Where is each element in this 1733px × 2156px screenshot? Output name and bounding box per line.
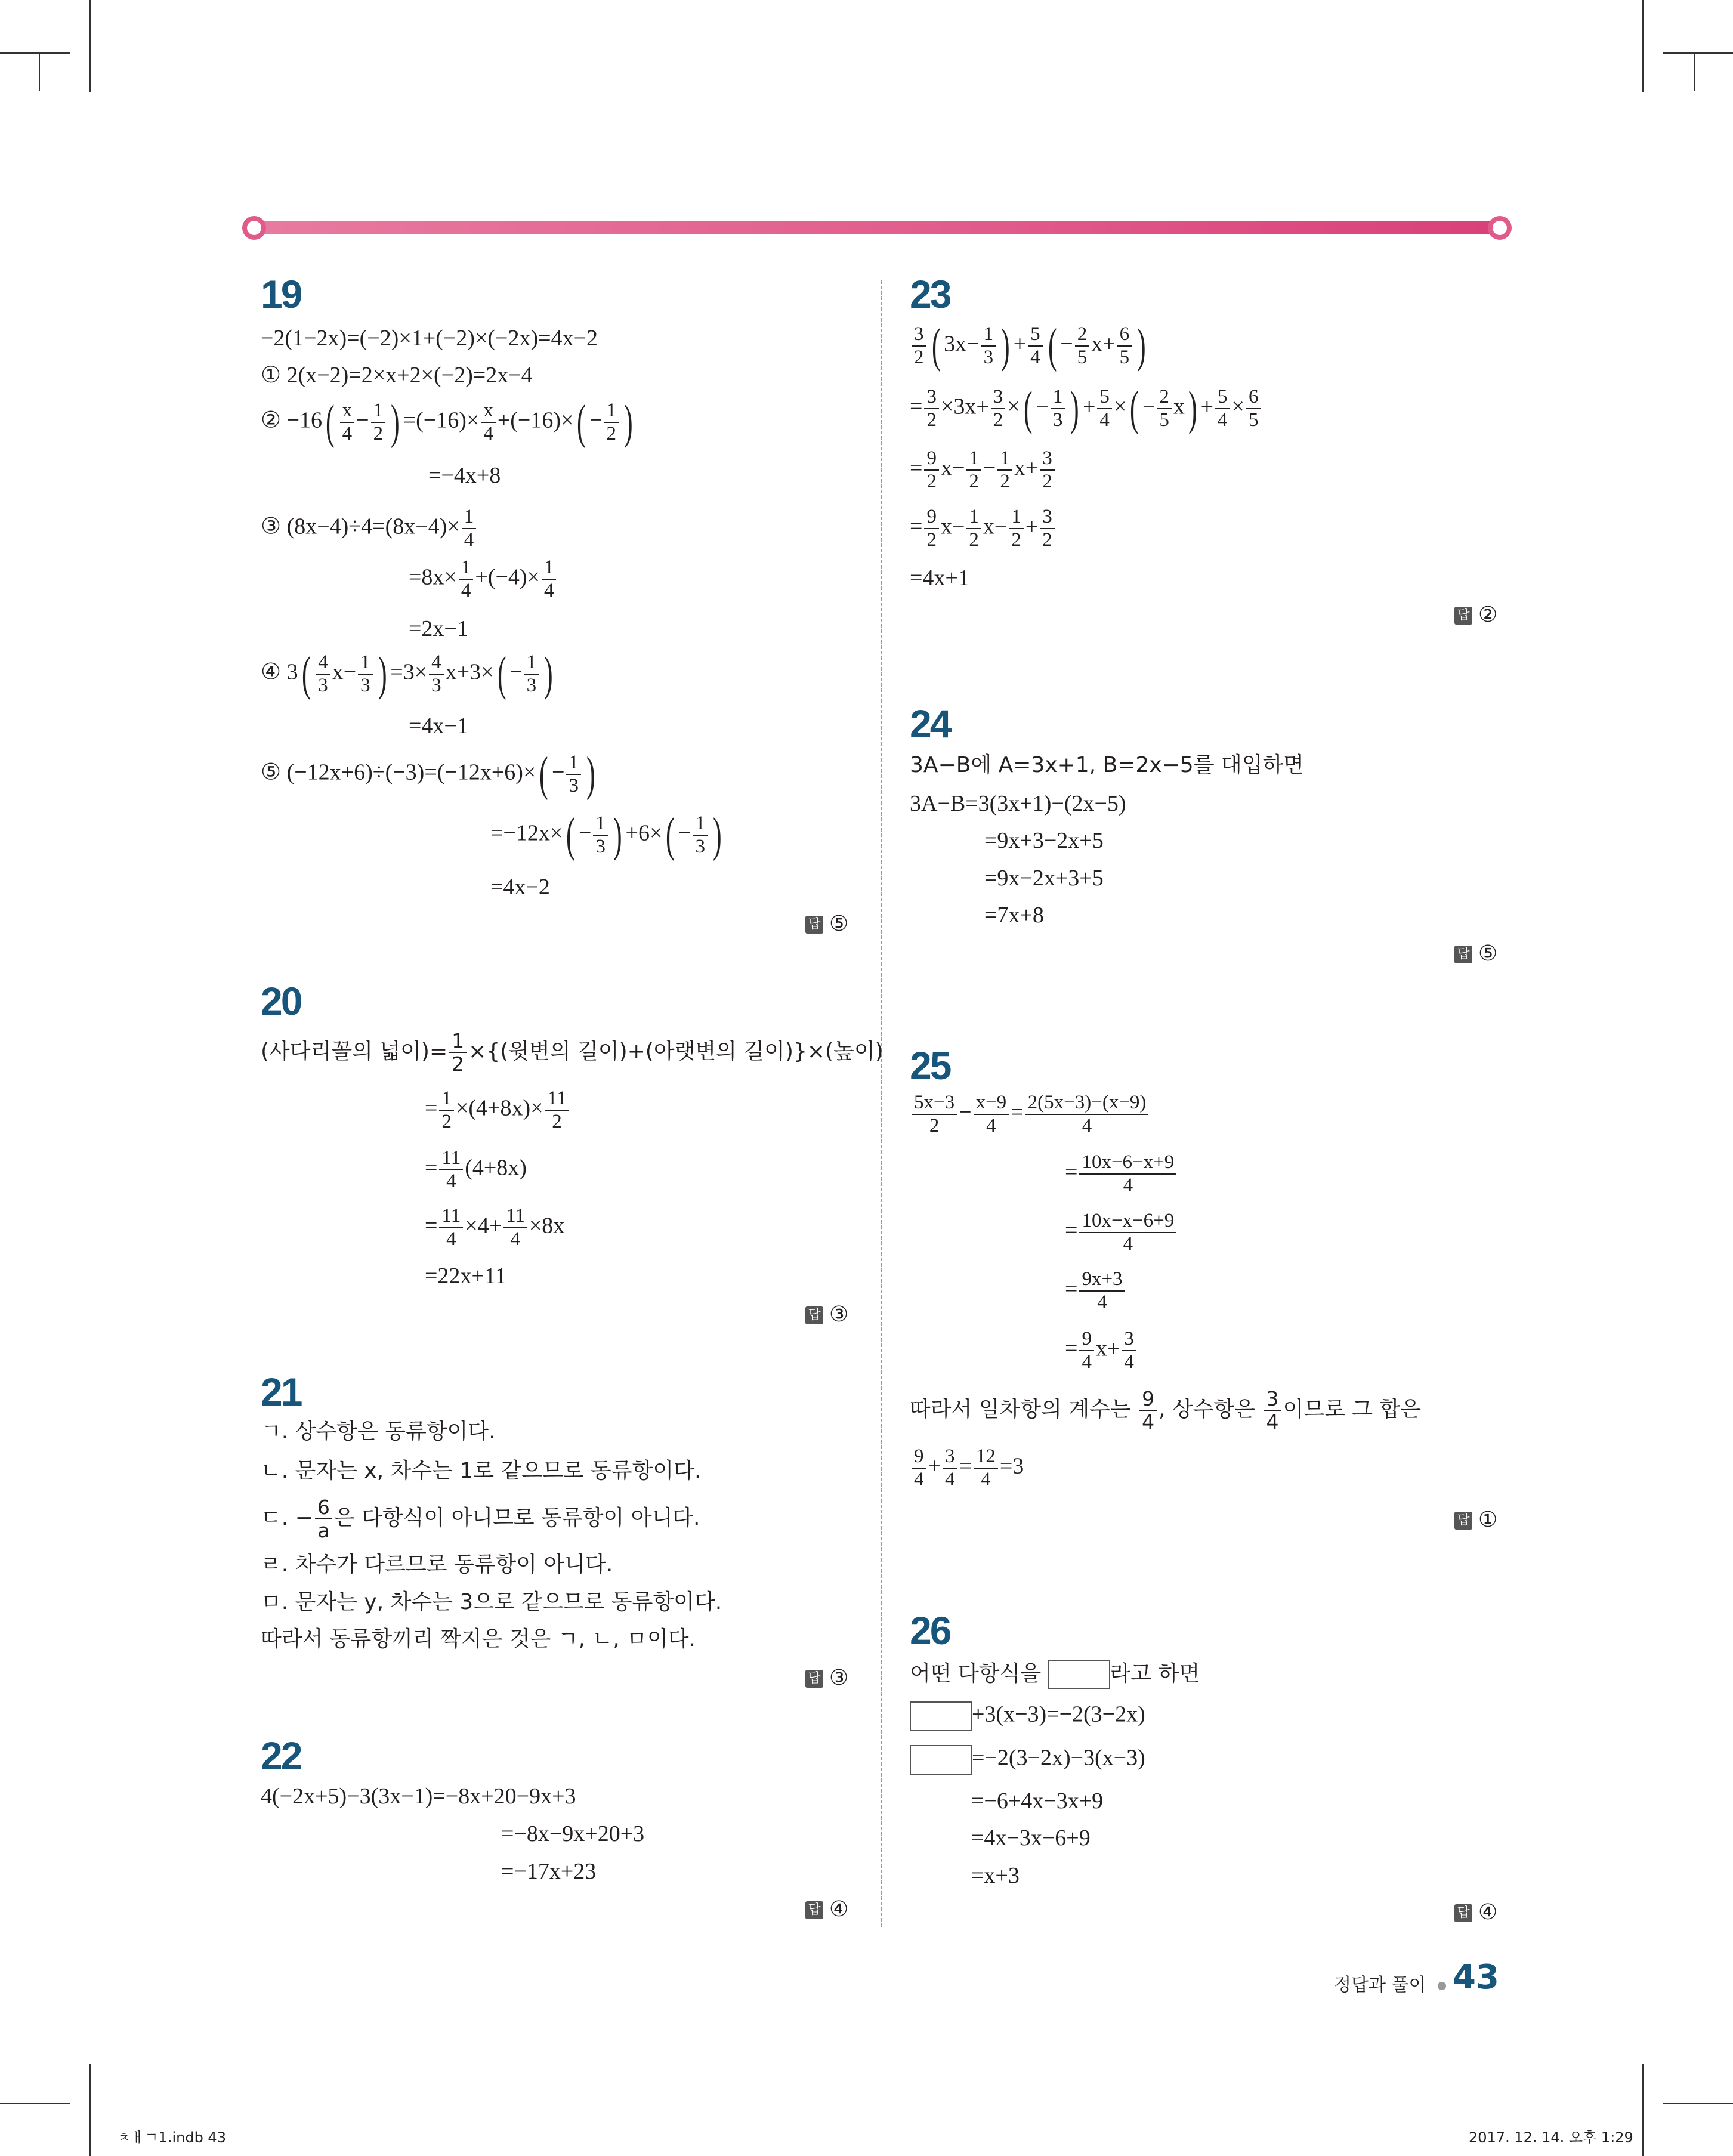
p24-line: =9x+3−2x+5 <box>984 828 1104 853</box>
p22-line: =−8x−9x+20+3 <box>501 1821 645 1846</box>
p19-line: ② −16( $\frac{x}{4}$ − $\frac{1}{2}$ ) =(−16)× $\frac{x}{4}$ +(−16)×( − $\frac{1}{2}$ ) <box>261 396 633 449</box>
p20-line: = $\frac{11}{4}$ (4+8x) <box>425 1147 527 1192</box>
print-date: 2017. 12. 14. 오후 1:29 <box>1469 2129 1633 2146</box>
answer-icon: 답 <box>805 916 823 934</box>
p21-line: ㄴ. 문자는 x, 차수는 1로 같으므로 동류항이다. <box>261 1459 702 1483</box>
problem-number-22: 22 <box>261 1734 301 1778</box>
answer-26: 답 ④ <box>1454 1900 1497 1925</box>
p23-line: = $\frac{9}{2}$ x− $\frac{1}{2}$ − $\frac{1}{2}$ x+ $\frac{3}{2}$ <box>910 449 1057 492</box>
problem-number-25: 25 <box>910 1043 950 1088</box>
p23-line: $\frac{3}{2}$ ( 3x− $\frac{1}{3}$ ) + $\frac{5}{4}$ ( − $\frac{2}{5}$ x+ $\frac{6}{5}$ ) <box>910 322 1150 370</box>
crop-mark <box>0 2103 70 2104</box>
p22-line: 4(−2x+5)−3(3x−1)=−8x+20−9x+3 <box>261 1784 576 1809</box>
p23-line: = $\frac{3}{2}$ ×3x+ $\frac{3}{2}$ ×( − $\frac{1}{3}$ ) + $\frac{5}{4}$ ×( − $\frac{2}{5}$ x) + $\frac{5}{4}$ × $\frac{6}{5}$ <box>910 385 1262 433</box>
p21-line: ㄱ. 상수항은 동류항이다. <box>261 1419 496 1444</box>
p22-line: =−17x+23 <box>501 1859 597 1884</box>
p25-line: = $\frac{9x+3}{4}$ <box>1065 1269 1127 1312</box>
p25-line: $\frac{5x-3}{2}$ − $\frac{x-9}{4}$ = $\frac{2(5x-3)-(x-9)}{4}$ <box>910 1093 1150 1136</box>
answer-icon: 답 <box>1454 607 1472 625</box>
crop-mark <box>1642 2064 1644 2156</box>
p21-line: ㄹ. 차수가 다르므로 동류항이 아니다. <box>261 1552 613 1577</box>
p26-line: 어떤 다항식을 라고 하면 <box>910 1660 1200 1689</box>
p19-line: =4x−1 <box>409 713 468 739</box>
p20-line: = $\frac{11}{4}$ ×4+ $\frac{11}{4}$ ×8x <box>425 1205 565 1250</box>
crop-mark <box>39 52 40 91</box>
answer-22: 답 ④ <box>805 1897 848 1922</box>
p25-line: = $\frac{10x-x-6+9}{4}$ <box>1065 1211 1178 1254</box>
p21-line: ㅁ. 문자는 y, 차수는 3으로 같으므로 동류항이다. <box>261 1590 722 1614</box>
p19-line: =2x−1 <box>409 616 468 641</box>
problem-number-26: 26 <box>910 1608 950 1652</box>
crop-mark <box>1642 0 1644 92</box>
crop-mark <box>1694 52 1695 91</box>
answer-23: 답 ② <box>1454 603 1497 627</box>
answer-icon: 답 <box>1454 946 1472 963</box>
p19-line: ③ (8x−4)÷4=(8x−4)× $\frac{1}{4}$ <box>261 507 478 550</box>
answer-21: 답 ③ <box>805 1666 848 1690</box>
p24-line: 3A−B에 A=3x+1, B=2x−5를 대입하면 <box>910 753 1305 777</box>
problem-number-23: 23 <box>910 272 950 316</box>
p23-line: = $\frac{9}{2}$ x− $\frac{1}{2}$ x− $\frac{1}{2}$ + $\frac{3}{2}$ <box>910 507 1057 550</box>
problem-number-19: 19 <box>261 272 301 316</box>
p19-line: −2(1−2x)=(−2)×1+(−2)×(−2x)=4x−2 <box>261 326 598 351</box>
p19-line: ④ 3( $\frac{4}{3}$ x− $\frac{1}{3}$ ) =3× $\frac{4}{3}$ x+3×( − $\frac{1}{3}$ ) <box>261 648 553 700</box>
p19-line: =4x−2 <box>490 875 550 900</box>
p24-line: 3A−B=3(3x+1)−(2x−5) <box>910 791 1126 816</box>
crop-mark <box>1663 2103 1733 2104</box>
header-rule-dot <box>242 216 266 240</box>
answer-25: 답 ① <box>1454 1508 1497 1532</box>
answer-19: 답 ⑤ <box>805 912 848 936</box>
p26-line: =x+3 <box>971 1863 1020 1888</box>
p19-line: =−4x+8 <box>428 463 501 488</box>
p21-line: 따라서 동류항끼리 짝지은 것은 ㄱ, ㄴ, ㅁ이다. <box>261 1627 696 1651</box>
p25-line: 따라서 일차항의 계수는 $\frac{9}{4}$ , 상수항은 $\frac{3}{4}$ 이므로 그 합은 <box>910 1387 1422 1434</box>
crop-mark <box>0 52 70 54</box>
answer-icon: 답 <box>805 1670 823 1688</box>
p25-line: = $\frac{10x-6-x+9}{4}$ <box>1065 1153 1178 1196</box>
bullet-icon <box>1438 1982 1446 1990</box>
header-rule <box>251 221 1503 234</box>
p23-line: =4x+1 <box>910 566 969 591</box>
page-number: 43 <box>1453 1958 1499 1997</box>
p24-line: =7x+8 <box>984 903 1044 928</box>
answer-icon: 답 <box>1454 1512 1472 1530</box>
answer-icon: 답 <box>805 1901 823 1919</box>
problem-number-20: 20 <box>261 979 301 1023</box>
blank-box <box>1048 1660 1110 1689</box>
crop-mark <box>89 0 91 92</box>
crop-mark <box>1663 52 1733 54</box>
p26-line: =4x−3x−6+9 <box>971 1826 1091 1851</box>
p24-line: =9x−2x+3+5 <box>984 866 1104 891</box>
crop-mark <box>89 2064 91 2156</box>
p20-line: (사다리꼴의 넓이)= $\frac{1}{2}$ ×{(윗변의 길이)+(아랫변의 길이)}×(높이) <box>261 1029 884 1076</box>
answer-20: 답 ③ <box>805 1302 848 1327</box>
answer-icon: 답 <box>1454 1904 1472 1922</box>
p19-line: =8x× $\frac{1}{4}$ +(−4)× $\frac{1}{4}$ <box>409 558 558 601</box>
blank-box <box>910 1745 972 1775</box>
p19-line: =−12x×( − $\frac{1}{3}$ ) +6×( − $\frac{1}{3}$ ) <box>490 809 722 861</box>
p25-line: $\frac{9}{4}$ + $\frac{3}{4}$ = $\frac{12}{4}$ =3 <box>910 1447 1024 1490</box>
answer-24: 답 ⑤ <box>1454 941 1497 966</box>
p25-line: = $\frac{9}{4}$ x+ $\frac{3}{4}$ <box>1065 1329 1138 1372</box>
p21-line: ㄷ. − $\frac{6}{a}$ 은 다항식이 아니므로 동류항이 아니다. <box>261 1496 700 1542</box>
print-file: ㅊㅐㄱ1.indb 43 <box>117 2129 226 2146</box>
p26-line: +3(x−3)=−2(3−2x) <box>910 1701 1145 1731</box>
answer-icon: 답 <box>805 1306 823 1324</box>
p26-line: =−6+4x−3x+9 <box>971 1789 1104 1814</box>
column-divider <box>881 280 882 1927</box>
p26-line: =−2(3−2x)−3(x−3) <box>910 1745 1145 1775</box>
problem-number-21: 21 <box>261 1370 301 1414</box>
p20-line: =22x+11 <box>425 1264 506 1289</box>
p19-line: ⑤ (−12x+6)÷(−3)=(−12x+6)×( − $\frac{1}{3}$ ) <box>261 748 595 801</box>
footer-label: 정답과 풀이 <box>1334 1970 1452 1996</box>
p19-line: ① 2(x−2)=2×x+2×(−2)=2x−4 <box>261 363 533 388</box>
blank-box <box>910 1701 972 1731</box>
problem-number-24: 24 <box>910 702 950 746</box>
header-rule-dot <box>1488 216 1512 240</box>
p20-line: = $\frac{1}{2}$ ×(4+8x)× $\frac{11}{2}$ <box>425 1089 570 1132</box>
